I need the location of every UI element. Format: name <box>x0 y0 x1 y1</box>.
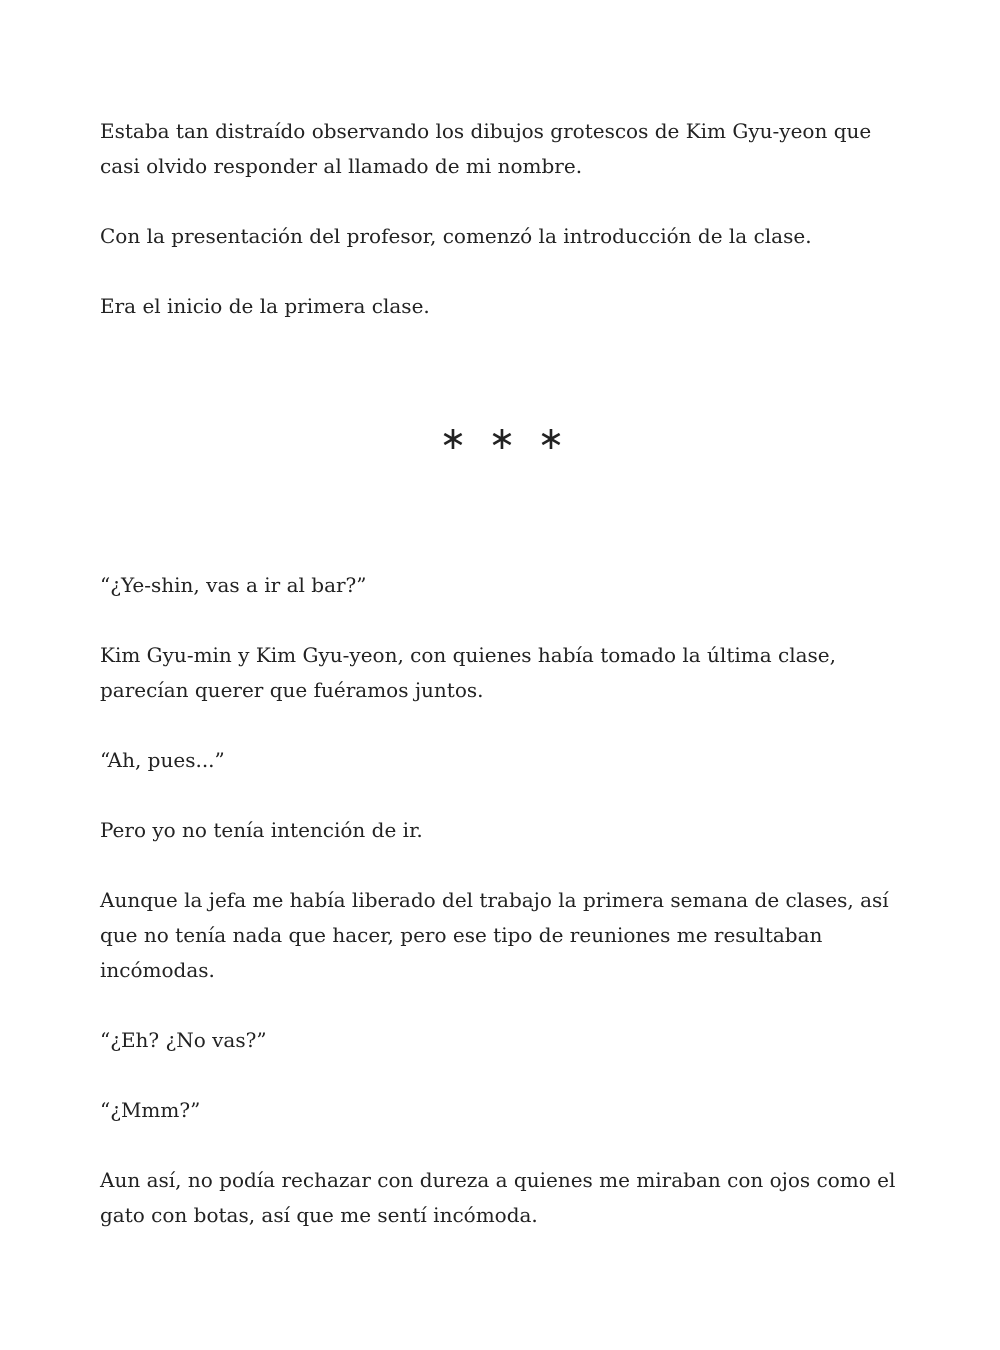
paragraph: Aunque la jefa me había liberado del trabajo la primera semana de clases, así que no tenía nada que hacer, pero ese tipo de reuniones me resultaban incómodas. <box>100 888 889 982</box>
document-page <box>100 114 910 1268</box>
paragraph: “¿Ye-shin, vas a ir al bar?” <box>100 573 367 597</box>
paragraph: Con la presentación del profesor, comenzó la introducción de la clase. <box>100 224 812 248</box>
paragraph: Pero yo no tenía intención de ir. <box>100 818 423 842</box>
paragraph: Estaba tan distraído observando los dibujos grotescos de Kim Gyu-yeon que casi olvido responder al llamado de mi nombre. <box>100 119 872 178</box>
paragraph: Aun así, no podía rechazar con dureza a quienes me miraban con ojos como el gato con botas, así que me sentí incómoda. <box>100 1168 896 1227</box>
scene-break-asterisks: ∗ ∗ ∗ <box>439 419 571 457</box>
paragraph: “Ah, pues...” <box>100 748 225 772</box>
paragraph: Kim Gyu-min y Kim Gyu-yeon, con quienes había tomado la última clase, parecían querer que fuéramos juntos. <box>100 643 836 702</box>
scene-break <box>100 324 910 568</box>
paragraph: “¿Eh? ¿No vas?” <box>100 1028 267 1052</box>
paragraph: Era el inicio de la primera clase. <box>100 294 430 318</box>
paragraph: “¿Mmm?” <box>100 1098 201 1122</box>
